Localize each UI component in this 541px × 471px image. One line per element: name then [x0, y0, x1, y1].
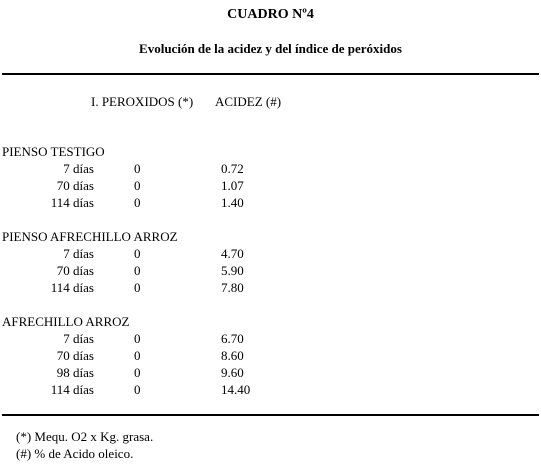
- row-acidez: 7.80: [221, 280, 244, 295]
- row-day: 114 días: [50, 382, 94, 397]
- table-row: [0, 263, 541, 280]
- table-title: CUADRO Nº4: [227, 7, 314, 22]
- column-header-acidez: ACIDEZ (#): [215, 94, 282, 109]
- top-rule: [2, 73, 539, 75]
- table-row: [0, 365, 541, 382]
- row-day: 70 días: [56, 348, 94, 363]
- row-peroxidos: 0: [134, 178, 141, 193]
- table-row: [0, 382, 541, 399]
- group-label-pienso-afrechillo-arroz: PIENSO AFRECHILLO ARROZ: [2, 229, 178, 244]
- table-subtitle: Evolución de la acidez y del índice de peróxidos: [139, 41, 402, 56]
- row-day: 114 días: [50, 280, 94, 295]
- table-row: [0, 348, 541, 365]
- row-acidez: 6.70: [221, 331, 244, 346]
- row-peroxidos: 0: [134, 195, 141, 210]
- column-header-peroxidos: I. PEROXIDOS (*): [91, 94, 194, 109]
- row-acidez: 14.40: [221, 382, 251, 397]
- row-acidez: 0.72: [221, 161, 244, 176]
- row-day: 114 días: [50, 195, 94, 210]
- row-acidez: 8.60: [221, 348, 244, 363]
- footnote-acidez: (#) % de Acido oleico.: [16, 446, 134, 461]
- row-acidez: 1.07: [221, 178, 244, 193]
- row-day: 7 días: [63, 161, 94, 176]
- table-row: [0, 178, 541, 195]
- table-row: [0, 280, 541, 297]
- row-peroxidos: 0: [134, 365, 141, 380]
- row-acidez: 1.40: [221, 195, 244, 210]
- row-day: 7 días: [63, 246, 94, 261]
- row-day: 70 días: [56, 263, 94, 278]
- row-peroxidos: 0: [134, 246, 141, 261]
- row-peroxidos: 0: [134, 263, 141, 278]
- table-row: [0, 161, 541, 178]
- table-row: [0, 246, 541, 263]
- row-peroxidos: 0: [134, 331, 141, 346]
- table-row: [0, 331, 541, 348]
- group-label-pienso-testigo: PIENSO TESTIGO: [2, 144, 105, 159]
- table-row: [0, 195, 541, 212]
- row-day: 7 días: [63, 331, 94, 346]
- row-acidez: 5.90: [221, 263, 244, 278]
- group-label-afrechillo-arroz: AFRECHILLO ARROZ: [2, 314, 130, 329]
- row-day: 98 días: [56, 365, 94, 380]
- row-acidez: 9.60: [221, 365, 244, 380]
- row-peroxidos: 0: [134, 382, 141, 397]
- footnote-peroxidos: (*) Mequ. O2 x Kg. grasa.: [16, 429, 154, 444]
- row-day: 70 días: [56, 178, 94, 193]
- row-peroxidos: 0: [134, 280, 141, 295]
- row-acidez: 4.70: [221, 246, 244, 261]
- row-peroxidos: 0: [134, 348, 141, 363]
- row-peroxidos: 0: [134, 161, 141, 176]
- bottom-rule: [2, 414, 539, 416]
